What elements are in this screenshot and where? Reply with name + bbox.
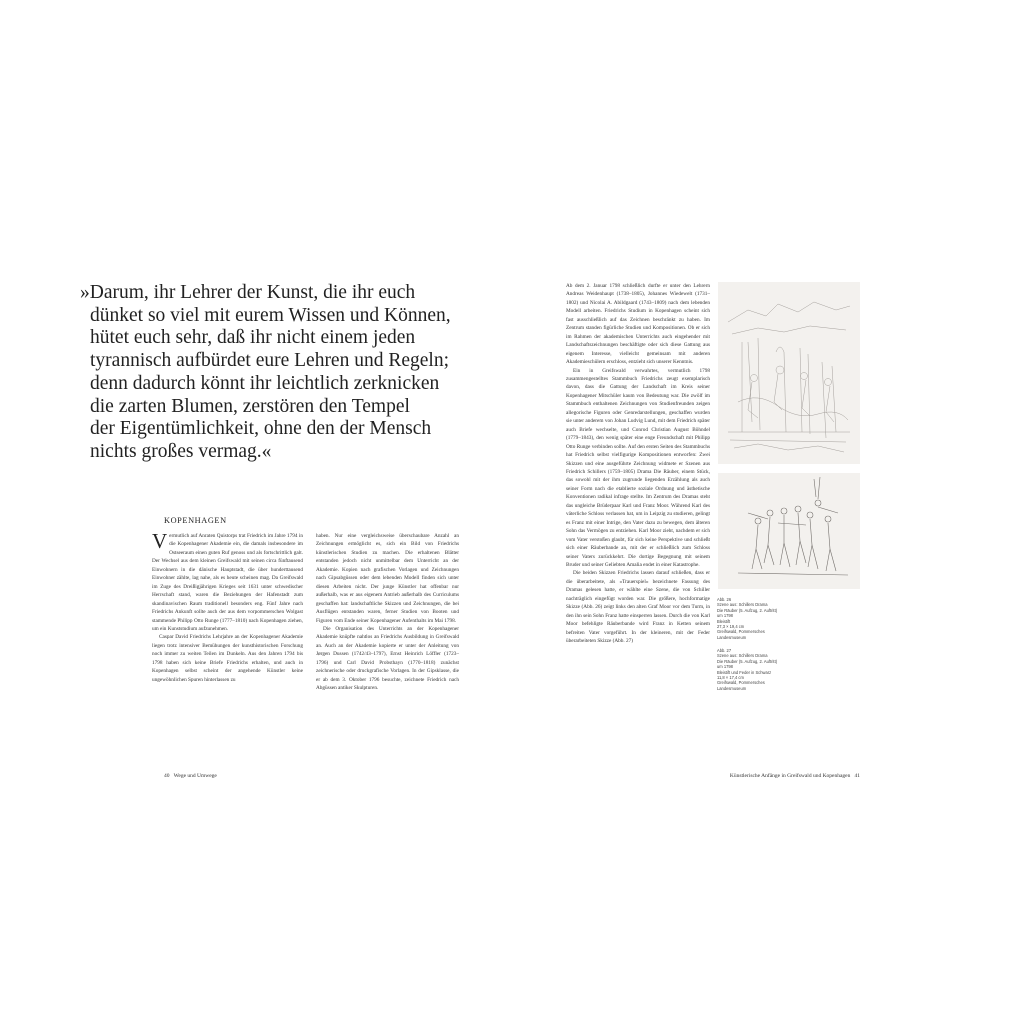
caption-title: Szene aus: Schillers Drama xyxy=(717,653,768,659)
sketch-illustration-abb27 xyxy=(718,473,860,589)
paragraph-text: ermutlich auf Anraten Quistorps trat Friedrich im Jahre 1794 in die Kopenhagener Akademie ein, die damals insbesondere im Ostseeraum einen guten Ruf genoss und als fortschrittlich galt. Der Wechsel aus dem kleinen Greifswald mit seinen circa fünftausend Einwohnern in die dänische Hauptstadt, die über hunderttausend Einwohner zählte, lag nahe, als es heute scheinen mag. Da Greifswald im Zuge des Dreißigjährigen Krieges seit 1631 unter schwedischer Herrschaft stand, waren die Beziehungen der Hafenstadt zum skandinavischen Raum traditionell besonders eng. Fünf Jahre nach Friedrichs Ankunft sollte auch der aus dem vorpommerschen Wolgast stammende Philipp Otto Runge (1777–1810) nach Kopenhagen ziehen, um ein Kunststudium aufzunehmen. xyxy=(152,533,303,632)
body-column-1 xyxy=(152,529,303,684)
paragraph: Die Organisation des Unterrichts an der Kopenhagener Akademie knüpfte nahtlos an Friedrichs Ausbildung in Greifswald an. Auch an der Akademie kopierte er unter der Anleitung von Jørgen Dussen (1742/43–1797), Ernst Heinrich Löffler (1723–1796) und Carl David Probsthayn (1770–1818) zunächst zeichnerische oder druckgrafische Vorlagen. In der Gipsklasse, die er ab dem 3. Oktober 1796 besuchte, zeichnete Friedrich nach Abgüssen antiker Skulpturen. xyxy=(316,625,459,692)
pull-quote xyxy=(80,282,450,464)
caption-subtitle: Die Räuber (5. Aufzug, 2. Auftritt) xyxy=(717,607,778,613)
figure-caption-abb27 xyxy=(717,648,783,691)
running-title-right: Künstlerische Anfänge in Greifswald und Kopenhagen xyxy=(729,773,851,779)
drop-cap: V xyxy=(152,529,168,553)
caption-date: um 1798 xyxy=(717,613,733,619)
paragraph: Die beiden Skizzen Friedrichs lassen darauf schließen, dass er die überarbeitete, als »Trauerspiel« bezeichnete Fassung des Dramas gelesen hatte, er wählte eine Szene, die von Schiller nachträglich eingefügt worden war. Die größere, hochformatige Skizze (Abb. 26) zeigt links den alten Graf Moor vor dem Turm, in den ihn sein Sohn Franz hatte einsperren lassen. Durch die von Karl Moor befehligte Räuberbande wird Franz in Ketten seinem befreiten Vater vorgeführt. In der kleineren, mit der Feder überarbeiteten Skizze (Abb. 27) xyxy=(566,570,710,645)
pen-sketch-image xyxy=(718,473,860,589)
paragraph: Caspar David Friedrichs Lehrjahre an der Kopenhagener Akademie liegen trotz intensiver Bemühungen der kunsthistorischen Forschung noch immer zu weiten Teilen im Dunkeln. Aus den Jahren 1794 bis 1798 haben sich keine Briefe Friedrichs erhalten, und auch in Kopenhagen selbst scheint der angehende Künstler keine ungewöhnlichen Spuren hinterlassen zu xyxy=(152,634,303,683)
caption-medium: Bleistift und Feder in Schwarz xyxy=(717,669,772,675)
body-column-2 xyxy=(316,532,459,693)
running-title-left: Wege und Umwege xyxy=(173,773,217,779)
paragraph: Ein in Greifswald verwahrtes, vermutlich 1798 zusammengestelltes Stammbuch Friedrichs zeugt exemplarisch davon, dass die Gattung der Landschaft im Kreis seiner Kopenhagener Mitschüler kaum von Bedeutung war. Die zwölf im Stammbuch enthaltenen Zeichnungen von Studienfreunden zeigen allegorische Figuren oder Genredarstellungen, geschaffen wurden sie unter anderem von Johan Ludvig Lund, mit dem Friedrich später auch Briefe wechselte, und Conrod Christian August Böhndel (1779–1843), den wenig später eine enge Freundschaft mit Philipp Otto Runge verbinden sollte. Auf den ersten Seiten des Stammbuchs hat Friedrich selbst vielfigurige Kompositionen entworfen: Zwei Skizzen und eine ausgeführte Zeichnung widmete er Szenen aus Friedrich Schillers (1759–1805) Drama Die Räuber, einem Stück, das sowohl mit der ihm zugrunde liegenden Erzählung als auch seiner Form nach die etablierte soziale Ordnung und ästhetische Konventionen radikal infrage stellte. Im Zentrum des Dramas steht das ungleiche Brüderpaar Karl und Franz Moor. Während Karl des väterliche Schloss verlassen hat, um in Leipzig zu studieren, gelingt es Franz mit einer Intrige, den Vater dazu zu bewegen, dem älteren Sohn das Vermögen zu entziehen. Karl Moor zieht, nachdem er sich vom Vater verstoßen glaubt, für sich keine Perspektive und schließt sich einer Räuberbande an, mit der er schließlich zum Schloss seiner Vaters zurückkehrt. Die dortige Begegnung mit seinem Bruder und seiner Geliebten Amalia endet in einer Katastrophe. xyxy=(566,367,710,568)
quote-line: der Eigentümlichkeit, ohne den der Mensch xyxy=(90,418,432,440)
caption-number: Abb. 27 xyxy=(717,648,732,653)
caption-title: Szene aus: Schillers Drama xyxy=(717,602,768,608)
caption-number: Abb. 26 xyxy=(717,597,732,602)
quote-line: die zarten Blumen, zerstören den Tempel xyxy=(90,395,410,417)
body-column-3 xyxy=(566,282,710,645)
figure-caption-abb26 xyxy=(717,597,783,640)
quote-line: dünket so viel mit eurem Wissen und Können, xyxy=(90,304,451,326)
section-heading: KOPENHAGEN xyxy=(164,516,227,525)
quote-line: hütet euch sehr, daß ihr nicht einem jeden xyxy=(90,327,416,349)
caption-size: 11,8 × 17,4 cm xyxy=(717,675,744,681)
paragraph: haben. Nur eine vergleichsweise überschaubare Anzahl an Zeichnungen ermöglicht es, sich ein Bild von Friedrichs künstlerischen Studien zu machen. Die erhaltenen Blätter entstanden jedoch nicht unmittelbar dem Unterricht an der Akademie. Kopien nach grafischen Vorlagen und Zeichnungen nach Gipsabgüssen oder dem lebenden Modell finden sich unter diesen Arbeiten nicht. Der junge Künstler hat offenbar nur außerhalb, was er aus eigenem Antrieb außerhalb des Curriculums geschaffen hat: landschaftliche Skizzen und Zeichnungen, die bei Ausflügen entstanden waren, ferner Studien von Booten und Figuren vom Ende seiner Kopenhagener Aufenthalts im Mai 1798. xyxy=(316,533,459,624)
quote-line: denn dadurch könnt ihr leichtlich zerknicken xyxy=(90,372,440,394)
caption-date: um 1798 xyxy=(717,664,733,670)
page-number-left: 40 xyxy=(164,773,170,779)
caption-subtitle: Die Räuber (5. Aufzug, 2. Auftritt) xyxy=(717,658,778,664)
footer-right xyxy=(730,773,860,779)
quote-line: nichts großes vermag.« xyxy=(90,440,272,462)
sketch-illustration-abb26 xyxy=(718,282,860,464)
caption-medium: Bleistift xyxy=(717,618,731,624)
caption-collection: Greifswald, Pommersches Landesmuseum xyxy=(717,680,765,691)
pencil-sketch-image xyxy=(718,282,860,464)
quote-line: tyrannisch aufbürdet eure Lehren und Regeln; xyxy=(90,350,449,372)
paragraph: Ab dem 2. Januar 1798 schließlich durfte er unter den Lehrern Andreas Weidenhaupt (1738–1805), Johannes Wiedewelt (1731–1802) und Nicolai A. Abildgaard (1743–1809) nach dem lebenden Modell arbeiten. Friedrichs Studium in Kopenhagen scheint sich fast ausschließlich auf das Zeichnen beschränkt zu haben. Im Zentrum standen figürliche Studien und Kompositionen. Ob er sich im Rahmen der akademischen Unterrichts auch eingehender mit Landschaftszeichnungen beschäftigte oder sich diese Gattung aus eigenem Interesse, vielleicht gemeinsam mit anderen Akademieschülern erschloss, entzieht sich unserer Kenntnis. xyxy=(566,283,710,366)
caption-size: 27,3 × 19,4 cm xyxy=(717,624,745,630)
quote-line: »Darum, ihr Lehrer der Kunst, die ihr euch xyxy=(80,282,416,303)
footer-left xyxy=(164,773,217,779)
caption-collection: Greifswald, Pommersches Landesmuseum xyxy=(717,629,765,640)
page-number-right: 41 xyxy=(854,773,860,779)
paragraph xyxy=(152,529,303,633)
